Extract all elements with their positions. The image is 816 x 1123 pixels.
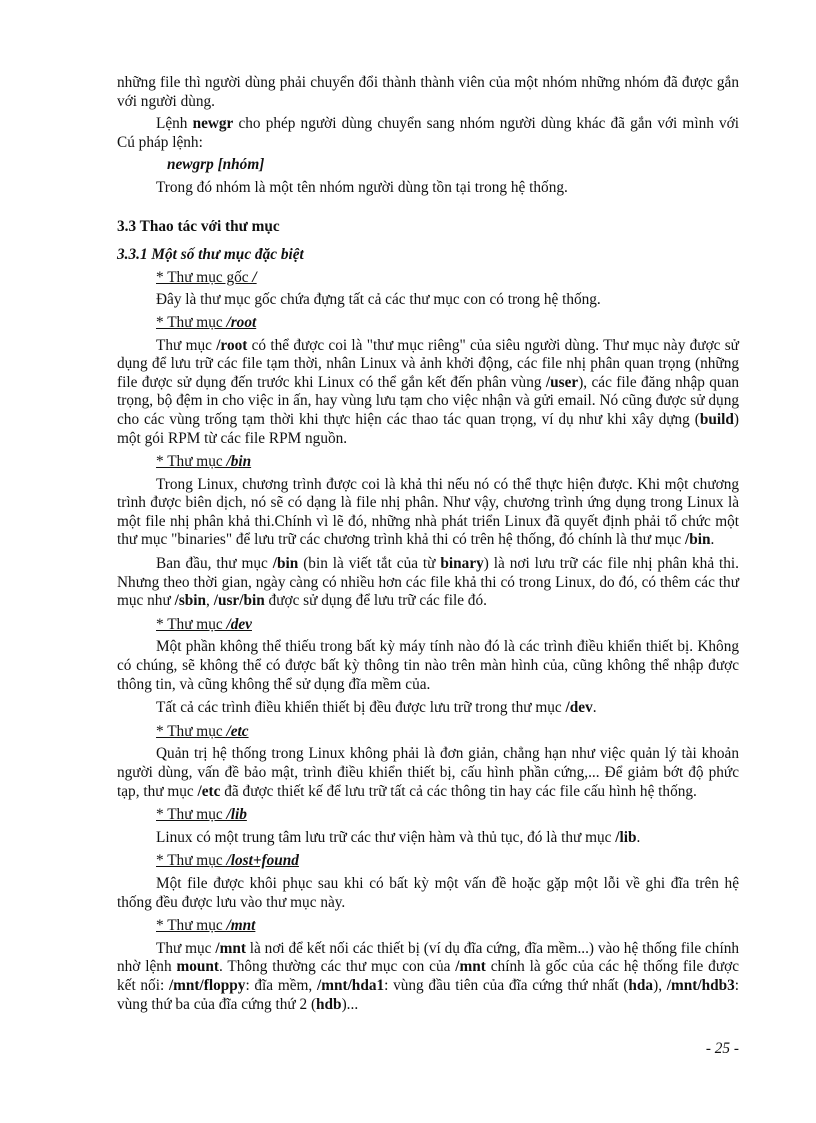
dev-paragraph-1: Một phần không thể thiếu trong bất kỳ máy tính nào đó là các trình điều khiển thiết bị. Không có chúng, sẽ không thể có được bất kỳ thông tin nào trên màn hình của, cũng không thể nhập được thông tin, và cũng không thể sử dụng đĩa mềm của.	[117, 638, 739, 693]
heading-mnt: * Thư mục /mnt	[156, 917, 256, 935]
root-paragraph: Thư mục /root có thể được coi là "thư mục riêng" của siêu người dùng. Thư mục này được sử dụng để lưu trữ các file tạm thời, nhân Linux và ảnh khởi động, các file nhị phân quan trọng (những file được sử dụng đến trước khi Linux có thể gắn kết đến phân vùng /user), các file đăng nhập quan trọng, bộ đệm in cho việc in ấn, hay vùng lưu tạm cho việc nhận và gửi email. Nó cũng được sử dụng cho các vùng trống tạm thời khi thực hiện các thao tác quan trọng, ví dụ như khi xây dựng (build) một gói RPM từ các file RPM nguồn.	[117, 336, 740, 447]
page-content	[117, 74, 739, 1014]
heading-lib: * Thư mục /lib	[156, 806, 247, 824]
group-explanation: Trong đó nhóm là một tên nhóm người dùng tồn tại trong hệ thống.	[156, 178, 568, 196]
newgr-command: newgr	[192, 115, 234, 133]
heading-root-dir: * Thư mục gốc /	[156, 268, 257, 286]
intro-paragraph: những file thì người dùng phải chuyển đổi thành thành viên của một nhóm những nhóm đã được gắn với người dùng.	[117, 74, 739, 110]
etc-paragraph: Quản trị hệ thống trong Linux không phải là đơn giản, chẳng hạn như việc quản lý tài khoản người dùng, vấn đề bảo mật, trình điều khiển thiết bị, cấu hình phần cứng,... Để giảm bớt độ phức tạp, thư mục /etc đã được thiết kế để lưu trữ tất cả các thông tin hay các file cấu hình hệ thống.	[117, 745, 739, 800]
heading-root: * Thư mục /root	[156, 313, 257, 331]
heading-lost-found: * Thư mục /lost+found	[156, 852, 299, 870]
dev-paragraph-2: Tất cả các trình điều khiển thiết bị đều được lưu trữ trong thư mục /dev.	[156, 699, 597, 717]
heading-dev: * Thư mục /dev	[156, 615, 252, 633]
bin-paragraph-2: Ban đầu, thư mục /bin (bin là viết tắt của từ binary) là nơi lưu trữ các file nhị phân khả thi. Nhưng theo thời gian, ngày càng có nhiều hơn các file khả thi có trong Linux, do đó, có thêm các thư mục như /sbin, /usr/bin được sử dụng để lưu trữ các file đó.	[117, 555, 740, 610]
lib-paragraph: Linux có một trung tâm lưu trữ các thư viện hàm và thủ tục, đó là thư mục /lib.	[156, 828, 641, 846]
root-dir-paragraph: Đây là thư mục gốc chứa đựng tất cả các thư mục con có trong hệ thống.	[156, 291, 601, 309]
subsection-title: 3.3.1 Một số thư mục đặc biệt	[117, 246, 304, 264]
section-title: 3.3 Thao tác với thư mục	[117, 217, 280, 235]
newgr-paragraph: Lệnh newgr cho phép người dùng chuyển sang nhóm người dùng khác đã gắn với mình với Cú pháp lệnh:	[117, 115, 739, 151]
mnt-paragraph: Thư mục /mnt là nơi để kết nối các thiết bị (ví dụ đĩa cứng, đĩa mềm...) vào hệ thống file chính nhờ lệnh mount. Thông thường các thư mục con của /mnt chính là gốc của các hệ thống file được kết nối: /mnt/floppy: đĩa mềm, /mnt/hda1: vùng đầu tiên của đĩa cứng thứ nhất (hda), /mnt/hdb3: vùng thứ ba của đĩa cứng thứ 2 (hdb)...	[117, 939, 740, 1013]
lost-found-paragraph: Một file được khôi phục sau khi có bất kỳ một vấn đề hoặc gặp một lỗi về ghi đĩa trên hệ thống đều được lưu vào thư mục này.	[117, 874, 739, 911]
syntax-line: newgrp [nhóm]	[167, 156, 265, 174]
heading-etc: * Thư mục /etc	[156, 722, 249, 740]
heading-bin: * Thư mục /bin	[156, 453, 252, 471]
page-number: - 25 -	[705, 1040, 739, 1057]
bin-paragraph-1: Trong Linux, chương trình được coi là khả thi nếu nó có thể thực hiện được. Khi một chương trình được biên dịch, nó sẽ có dạng là file nhị phân. Như vậy, chương trình ứng dụng trong Linux là một file nhị phân khả thi.Chính vì lẽ đó, những nhà phát triển Linux đã quyết định phải tổ chức một thư mục "binaries" để lưu trữ các chương trình khả thi có trên hệ thống, đó chính là thư mục /bin.	[117, 475, 739, 549]
